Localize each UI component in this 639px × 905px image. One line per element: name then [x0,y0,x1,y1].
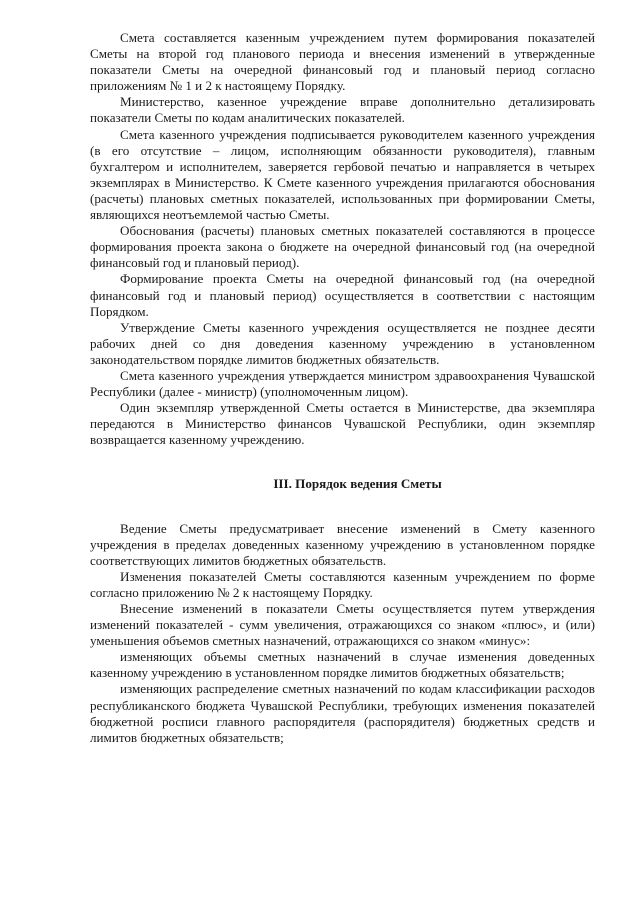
paragraph: Утверждение Сметы казенного учреждения осуществляется не позднее десяти рабочих дней со дня доведения казенному учреждению в установленном законодательством порядке лимитов бюджетных обязательств. [90,319,595,367]
section-heading: III. Порядок ведения Сметы [273,476,442,492]
paragraph: Обоснования (расчеты) плановых сметных показателей составляются в процессе формирования проекта закона о бюджете на очередной финансовый год (на очередной финансовый год и плановый период). [90,223,595,271]
document-page [90,30,595,746]
paragraph: Формирование проекта Сметы на очередной финансовый год (на очередной финансовый год и плановый период) осуществляется в соответствии с настоящим Порядком. [90,271,595,319]
paragraph: Министерство, казенное учреждение вправе дополнительно детализировать показатели Сметы по кодам аналитических показателей. [90,94,595,126]
spacer [90,493,595,521]
paragraph: Смета составляется казенным учреждением путем формирования показателей Сметы на второй год планового периода и внесения изменений в утвержденные показатели Сметы на очередной финансовый год и плановый период согласно приложениям № 1 и 2 к настоящему Порядку. [90,30,595,94]
list-item: изменяющих объемы сметных назначений в случае изменения доведенных казенному учреждению в установленном порядке лимитов бюджетных обязательств; [90,649,595,681]
paragraph: Смета казенного учреждения подписывается руководителем казенного учреждения (в его отсутствие – лицом, исполняющим обязанности руководителя), главным бухгалтером и исполнителем, заверяется гербовой печатью и направляется в четырех экземплярах в Министерство. К Смете казенного учреждения прилагаются обоснования (расчеты) плановых сметных показателей, использованных при формировании Сметы, являющихся неотъемлемой частью Сметы. [90,126,595,223]
paragraph: Изменения показателей Сметы составляются казенным учреждением по форме согласно приложению № 2 к настоящему Порядку. [90,568,595,600]
paragraph: Ведение Сметы предусматривает внесение изменений в Смету казенного учреждения в пределах доведенных казенному учреждению в установленном порядке соответствующих лимитов бюджетных обязательств. [90,520,595,568]
paragraph: Смета казенного учреждения утверждается министром здравоохранения Чувашской Республики (далее - министр) (уполномоченным лицом). [90,367,595,400]
paragraph: Один экземпляр утвержденной Сметы остается в Министерстве, два экземпляра передаются в Министерство финансов Чувашской Республики, один экземпляр возвращается казенному учреждению. [90,400,595,448]
spacer [90,448,595,476]
list-item: изменяющих распределение сметных назначений по кодам классификации расходов республиканского бюджета Чувашской Республики, требующих изменения показателей бюджетной росписи главного распорядителя (распорядителя) бюджетных средств и лимитов бюджетных обязательств; [90,681,595,745]
paragraph: Внесение изменений в показатели Сметы осуществляется путем утверждения изменений показателей - сумм увеличения, отражающихся со знаком «плюс», и (или) уменьшения объемов сметных назначений, отражающихся со знаком «минус»: [90,601,595,649]
